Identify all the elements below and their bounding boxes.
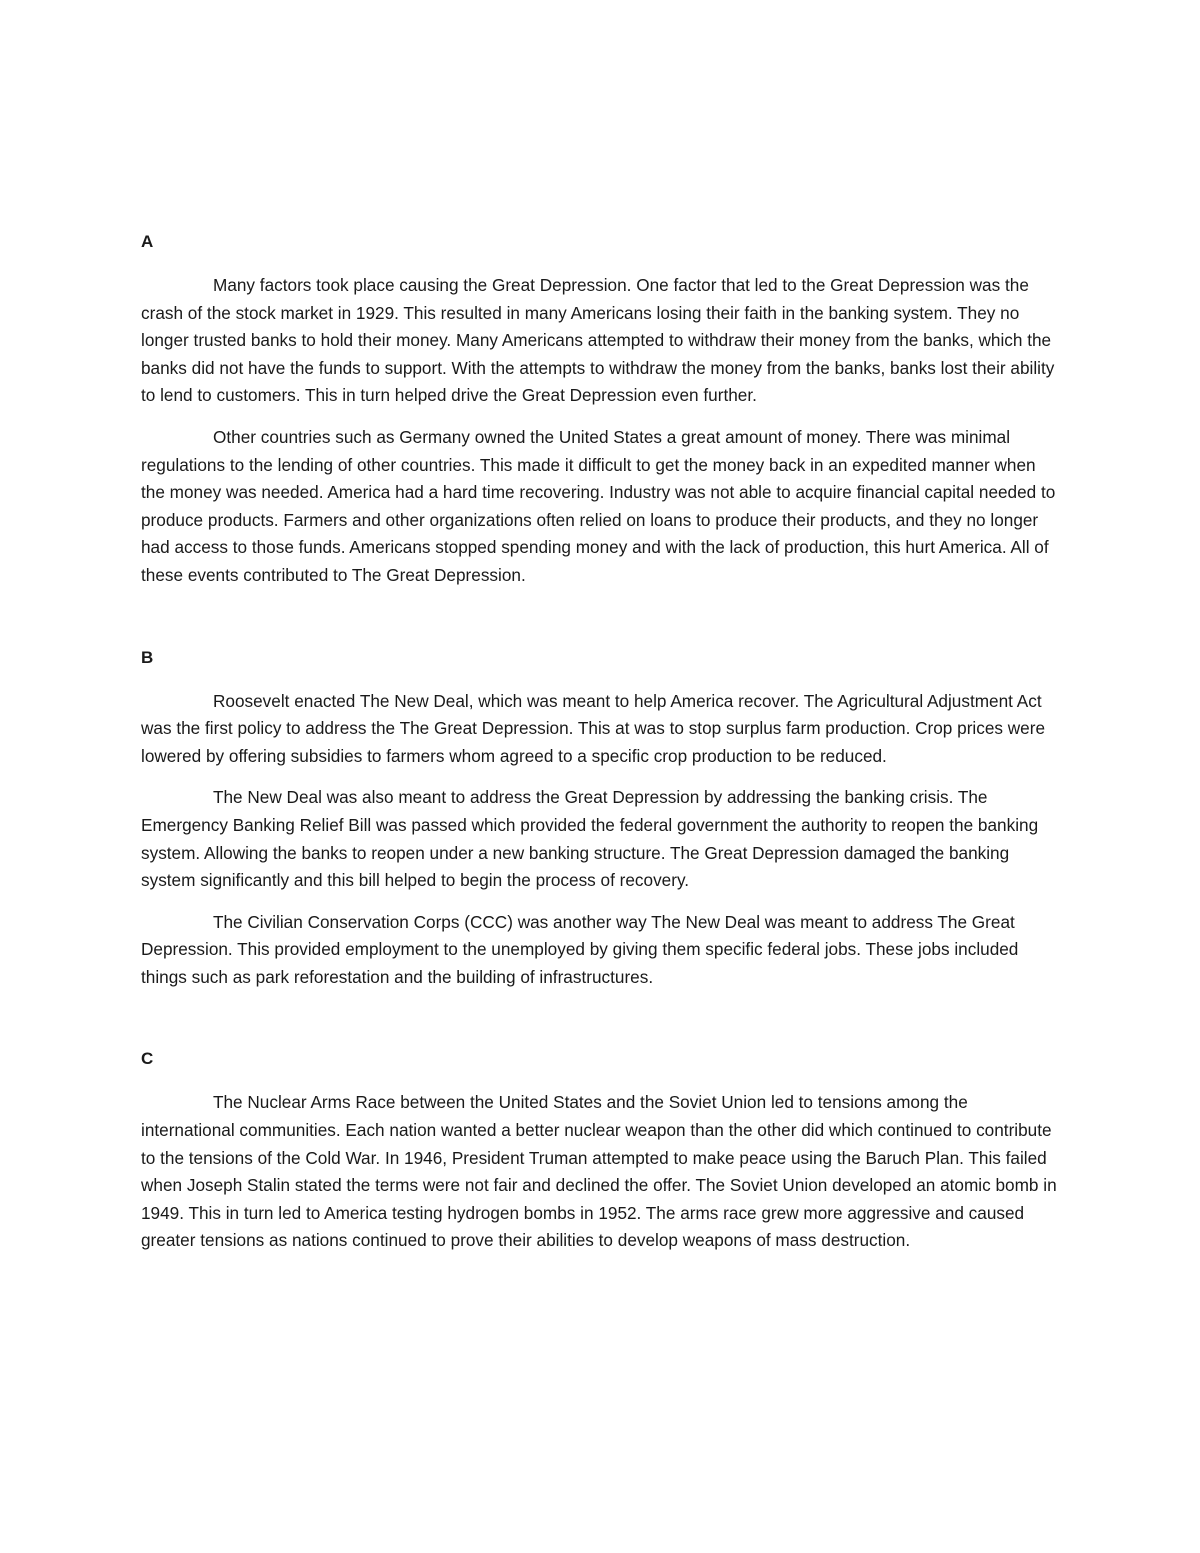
paragraph: The Civilian Conservation Corps (CCC) was another way The New Deal was meant to address The Great Depression. This provided employment to the unemployed by giving them specific federal jobs. These jobs included things such as park reforestation and the building of infrastructures. — [141, 911, 1019, 987]
section-c — [141, 1045, 1057, 1255]
section-a — [141, 228, 1057, 590]
section-heading: B — [141, 647, 154, 667]
paragraph: Other countries such as Germany owned the United States a great amount of money. There was minimal regulations to the lending of other countries. This made it difficult to get the money back in an expedited manner when the money was needed. America had a hard time recovering. Industry was not able to acquire financial capital needed to produce products. Farmers and other organizations often relied on loans to produce their products, and they no longer had access to those funds. Americans stopped spending money and with the lack of production, this hurt America. All of these events contributed to The Great Depression. — [141, 426, 1056, 585]
section-heading: A — [141, 232, 154, 251]
section-heading: C — [141, 1049, 154, 1069]
paragraph: The New Deal was also meant to address the Great Depression by addressing the banking crisis. The Emergency Banking Relief Bill was passed which provided the federal government the authority to reopen the banking system. Allowing the banks to reopen under a new banking structure. The Great Depression damaged the banking system significantly and this bill helped to begin the process of recovery. — [141, 787, 1039, 891]
paragraph: The Nuclear Arms Race between the United States and the Soviet Union led to tensions among the international communities. Each nation wanted a better nuclear weapon than the other did which continued to contribute to the tensions of the Cold War. In 1946, President Truman attempted to make peace using the Baruch Plan. This failed when Joseph Stalin stated the terms were not fair and declined the offer. The Soviet Union developed an atomic bomb in 1949. This in turn led to America testing hydrogen bombs in 1952. The arms race grew more aggressive and caused greater tensions as nations continued to prove their abilities to develop weapons of mass destruction. — [141, 1092, 1057, 1251]
paragraph: Many factors took place causing the Great Depression. One factor that led to the Great Depression was the crash of the stock market in 1929. This resulted in many Americans losing their faith in the banking system. They no longer trusted banks to hold their money. Many Americans attempted to withdraw their money from the banks, which the banks did not have the funds to support. With the attempts to withdraw the money from the banks, banks lost their ability to lend to customers. This in turn helped drive the Great Depression even further. — [141, 275, 1055, 406]
document-body — [141, 228, 1057, 1255]
section-b — [141, 644, 1057, 992]
paragraph: Roosevelt enacted The New Deal, which was meant to help America recover. The Agricultural Adjustment Act was the first policy to address the The Great Depression. This at was to stop surplus farm production. Crop prices were lowered by offering subsidies to farmers whom agreed to a specific crop production to be reduced. — [141, 690, 1046, 766]
